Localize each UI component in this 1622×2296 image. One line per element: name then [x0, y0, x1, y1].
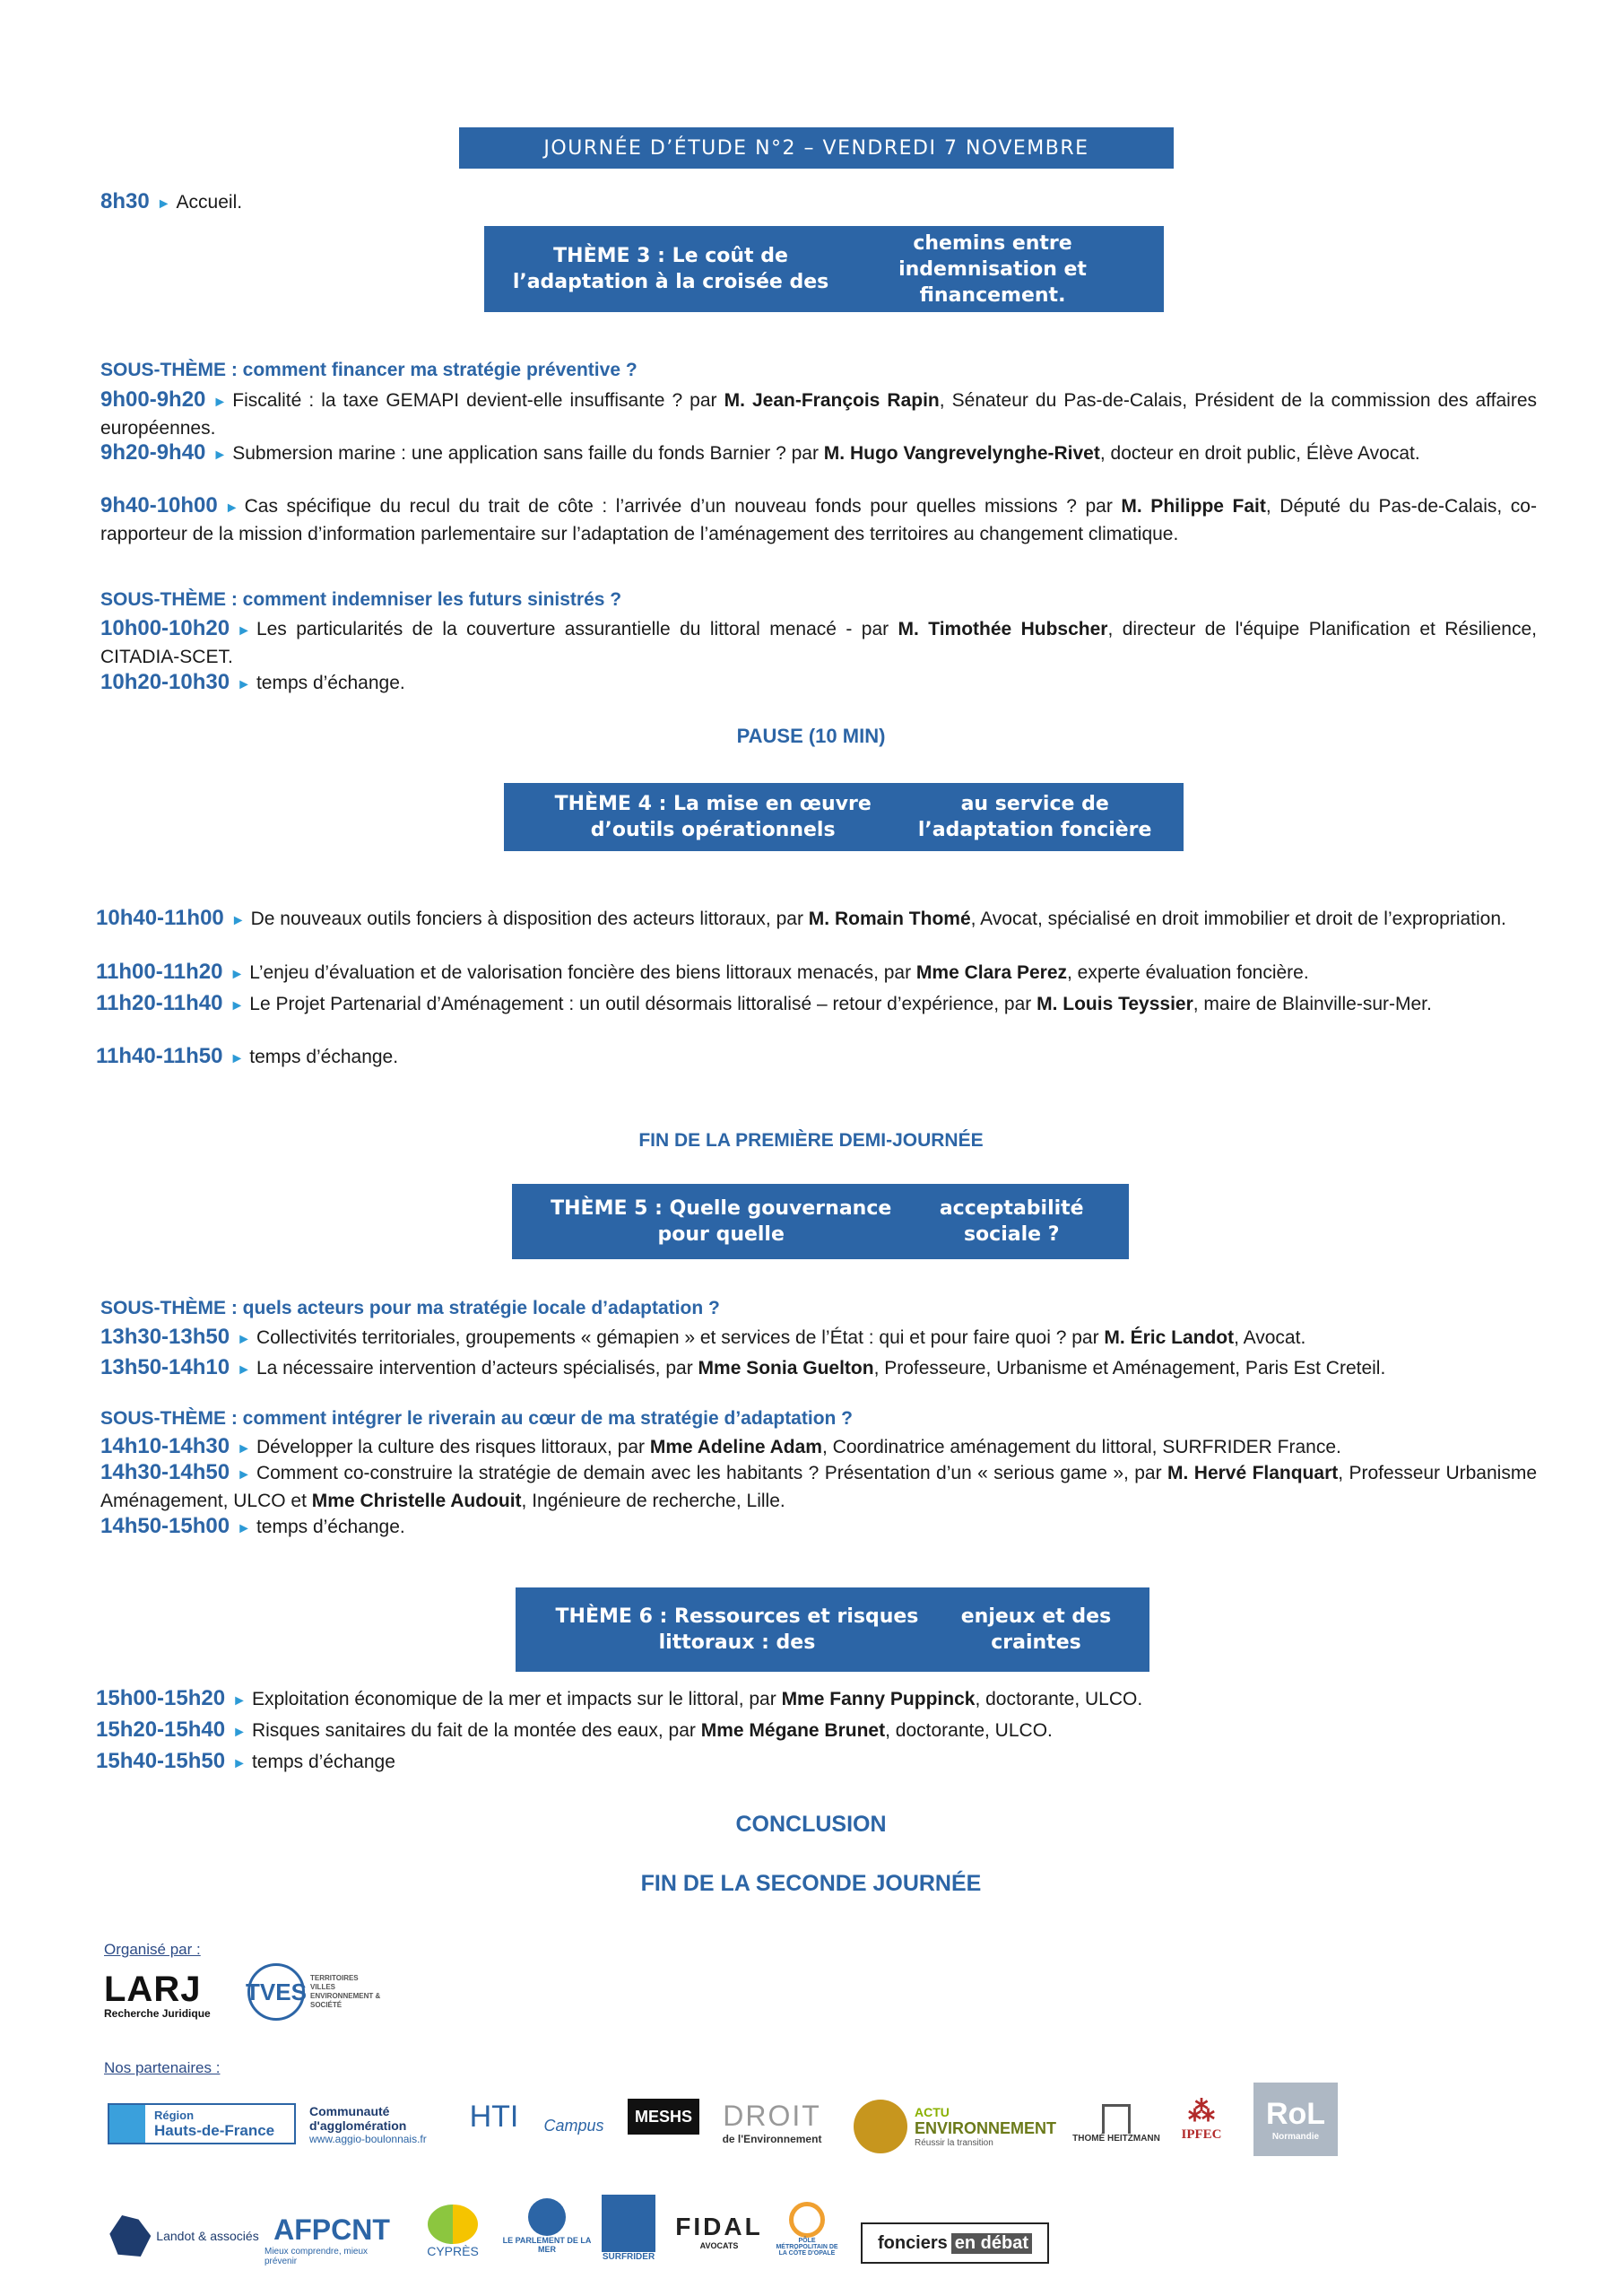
- logo-text: SURFRIDER: [602, 2251, 655, 2262]
- item-text: , docteur en droit public, Élève Avocat.: [1099, 443, 1420, 464]
- logo-text: d'agglomération: [309, 2118, 407, 2133]
- cypres-icon: [428, 2205, 478, 2244]
- arrow-icon: ►: [237, 677, 251, 692]
- pole-hti-logo: HTI: [469, 2099, 519, 2134]
- time-label: 10h00-10h20: [100, 616, 230, 640]
- time-label: 9h40-10h00: [100, 493, 218, 517]
- time-label: 11h00-11h20: [96, 960, 223, 984]
- item-text: Fiscalité : la taxe GEMAPI devient-elle insuffisante ? par: [232, 390, 724, 411]
- campus-mer-logo: Campus: [543, 2116, 604, 2135]
- theme-line: acceptabilité sociale ?: [939, 1197, 1084, 1246]
- meshs-logo: MESHS: [628, 2099, 699, 2135]
- arrow-icon: ►: [232, 1725, 247, 1740]
- tves-logo: [239, 1962, 391, 2022]
- speaker-name: M. Romain Thomé: [808, 909, 971, 929]
- time-label: 15h20-15h40: [96, 1718, 226, 1742]
- item-text: , experte évaluation foncière.: [1067, 962, 1309, 983]
- item-text: La nécessaire intervention d’acteurs spécialisés, par: [256, 1358, 698, 1378]
- thome-heitzmann-logo: [1071, 2095, 1161, 2152]
- item-text: temps d’échange: [251, 1752, 395, 1772]
- sub-theme-4: SOUS-THÈME : comment intégrer le riverain au cœur de ma stratégie d’adaptation ?: [100, 1408, 854, 1429]
- logo-text: Mieux comprendre, mieux prévenir: [265, 2246, 369, 2266]
- landot-logo: [106, 2211, 263, 2261]
- day-banner: JOURNÉE D’ÉTUDE N°2 – VENDREDI 7 NOVEMBRE: [459, 127, 1174, 169]
- logo-text: Hauts-de-France: [154, 2121, 275, 2139]
- program-item: [100, 439, 1537, 468]
- arrow-icon: ►: [232, 1693, 247, 1709]
- time-label: 11h20-11h40: [96, 991, 223, 1015]
- logo-text: Communauté: [309, 2104, 390, 2118]
- item-text: temps d’échange.: [256, 673, 405, 693]
- pause-heading: PAUSE (10 MIN): [736, 725, 886, 747]
- program-item: [100, 1513, 1537, 1542]
- fonciers-en-debat-logo: [861, 2222, 1049, 2264]
- logo-text: DROIT: [723, 2099, 821, 2132]
- logo-text: FIDAL: [675, 2213, 763, 2240]
- arrow-icon: ►: [213, 395, 228, 410]
- speaker-name: M. Louis Teyssier: [1037, 994, 1193, 1014]
- theme-line: THÈME 4 : La mise en œuvre d’outils opérationnels: [554, 793, 872, 841]
- partenaires-label: Nos partenaires :: [104, 2059, 221, 2076]
- time-label: 13h50-14h10: [100, 1355, 230, 1379]
- speaker-name: Mme Christelle Audouit: [311, 1491, 522, 1511]
- surfrider-logo: [599, 2188, 658, 2267]
- arrow-icon: ►: [230, 1051, 245, 1066]
- logo-text: IPFEC: [1181, 2127, 1222, 2142]
- theme-line: au service de l’adaptation foncière: [917, 793, 1152, 841]
- program-item: [100, 1433, 1537, 1462]
- larj-logo: [104, 1969, 221, 2022]
- program-item: [96, 1717, 1537, 1745]
- item-text: , Ingénieure de recherche, Lille.: [521, 1491, 785, 1511]
- theme-line: THÈME 6 : Ressources et risques littoraux : des: [555, 1605, 919, 1654]
- logo-text: ENVIRONNEMENT: [914, 2119, 1056, 2137]
- item-text: , Sénateur du Pas-de-Calais, Président de la commission des affaires européennes.: [100, 390, 1537, 439]
- time-label: 15h00-15h20: [96, 1686, 226, 1710]
- logo-text: AVOCATS: [699, 2241, 739, 2250]
- cypres-logo: [412, 2199, 493, 2264]
- sub-theme-2: SOUS-THÈME : comment indemniser les futurs sinistrés ?: [100, 589, 622, 610]
- speaker-name: Mme Fanny Puppinck: [781, 1689, 976, 1709]
- item-text: L’enjeu d’évaluation et de valorisation foncière des biens littoraux menacés, par: [249, 962, 916, 983]
- program-item: [96, 1043, 1537, 1072]
- item-text: Collectivités territoriales, groupements « gémapien » et services de l’État : qui et pour faire quoi ? par: [256, 1327, 1105, 1348]
- item-text: Submersion marine : une application sans faille du fonds Barnier ? par: [232, 443, 824, 464]
- arrow-icon: ►: [237, 1332, 251, 1347]
- logo-text: Normandie: [1271, 2132, 1320, 2142]
- item-text: Le Projet Partenarial d’Aménagement : un outil désormais littoralisé – retour d’expérience, par: [249, 994, 1037, 1014]
- item-text: Les particularités de la couverture assurantielle du littoral menacé - par: [256, 619, 898, 639]
- speaker-name: M. Timothée Hubscher: [898, 619, 1108, 639]
- logo-text: LARJ: [104, 1970, 202, 2009]
- program-item: [96, 959, 1537, 987]
- ipfec-logo: [1166, 2083, 1237, 2156]
- pole-metropolitain-logo: [776, 2188, 838, 2269]
- speaker-name: Mme Adeline Adam: [649, 1437, 822, 1457]
- logo-text: en débat: [951, 2233, 1032, 2254]
- speaker-name: M. Philippe Fait: [1121, 496, 1266, 517]
- afpcnt-logo: [265, 2188, 399, 2267]
- item-text: De nouveaux outils fonciers à disposition des acteurs littoraux, par: [250, 909, 809, 929]
- logo-text: LE PARLEMENT DE LA MER: [502, 2236, 592, 2254]
- time-label: 11h40-11h50: [96, 1044, 223, 1068]
- item-text: , maire de Blainville-sur-Mer.: [1193, 994, 1432, 1014]
- agglo-boulonnais-logo: [309, 2094, 457, 2155]
- item-text: Cas spécifique du recul du trait de côte : l’arrivée d’un nouveau fonds pour quelles missions ? par: [244, 496, 1122, 517]
- logo-text: RoL: [1265, 2097, 1326, 2131]
- logo-text: TERRITOIRES VILLES ENVIRONNEMENT & SOCIÉTÉ: [310, 1974, 381, 2009]
- item-text: , directeur de l'équipe Planification et Résilience, CITADIA-SCET.: [100, 619, 1537, 667]
- speaker-name: M. Hervé Flanquart: [1167, 1463, 1339, 1483]
- item-text: , doctorante, ULCO.: [975, 1689, 1143, 1709]
- arrow-icon: ►: [237, 1441, 251, 1457]
- logo-text: TVES: [247, 1963, 305, 2021]
- rol-logo: [1253, 2083, 1338, 2156]
- item-text: , Avocat.: [1234, 1327, 1306, 1348]
- accueil-row: [100, 188, 1537, 217]
- actu-environnement-logo: [847, 2095, 1063, 2158]
- theme-line: enjeux et des craintes: [960, 1605, 1112, 1654]
- arrow-icon: ►: [237, 1467, 251, 1483]
- sub-theme-1: SOUS-THÈME : comment financer ma stratégie préventive ?: [100, 360, 638, 380]
- surfrider-icon: [602, 2195, 655, 2252]
- theme-6-banner: [516, 1587, 1149, 1672]
- logo-text: CYPRÈS: [427, 2244, 479, 2258]
- program-item: [100, 1354, 1537, 1383]
- time-label: 9h20-9h40: [100, 440, 206, 465]
- logo-text: PÔLE MÉTROPOLITAIN DE LA CÔTE D'OPALE: [776, 2237, 838, 2257]
- time-label: 13h30-13h50: [100, 1325, 230, 1349]
- logo-text: AFPCNT: [273, 2213, 390, 2246]
- fidal-logo: [674, 2205, 764, 2258]
- building-icon: [1102, 2104, 1131, 2134]
- parlement-mer-logo: [498, 2188, 596, 2264]
- item-text: , Député du Pas-de-Calais, co-rapporteur de la mission d’information parlementaire sur l’adaptation de l’aménagement des territoires au changement climatique.: [100, 496, 1537, 544]
- time-label: 14h10-14h30: [100, 1434, 230, 1458]
- logo-text: ACTU: [914, 2105, 950, 2119]
- arrow-icon: ►: [232, 1756, 247, 1771]
- fin-demi-journee: FIN DE LA PREMIÈRE DEMI-JOURNÉE: [638, 1130, 984, 1151]
- item-text: Exploitation économique de la mer et impacts sur le littoral, par: [251, 1689, 782, 1709]
- logo-text: Landot & associés: [156, 2229, 259, 2243]
- time-label: 14h50-15h00: [100, 1514, 230, 1538]
- logo-text: Réussir la transition: [914, 2138, 993, 2148]
- france-map-icon: [109, 2215, 151, 2257]
- theme-5-banner: [512, 1184, 1129, 1259]
- theme-3-banner: [484, 226, 1164, 312]
- item-text: temps d’échange.: [256, 1517, 405, 1537]
- program-item: [96, 1685, 1537, 1714]
- globe-icon: [854, 2100, 907, 2153]
- arrow-icon: ►: [224, 500, 239, 516]
- logo-text: Région: [154, 2108, 195, 2122]
- speaker-name: Mme Mégane Brunet: [700, 1720, 886, 1741]
- speaker-name: M. Jean-François Rapin: [724, 390, 940, 411]
- pole-icon: [789, 2202, 825, 2238]
- item-text: , doctorante, ULCO.: [885, 1720, 1053, 1741]
- item-text: Développer la culture des risques littoraux, par: [256, 1437, 650, 1457]
- speaker-name: Mme Clara Perez: [915, 962, 1068, 983]
- speaker-name: Mme Sonia Guelton: [698, 1358, 874, 1378]
- program-item: [96, 1748, 1537, 1777]
- arrow-icon: ►: [237, 623, 251, 639]
- arrow-icon: ►: [230, 913, 246, 928]
- arrow-icon: ►: [230, 998, 245, 1013]
- arrow-icon: ►: [156, 196, 171, 212]
- wave-icon: [528, 2198, 566, 2236]
- speaker-name: M. Éric Landot: [1104, 1327, 1235, 1348]
- program-item: [100, 387, 1537, 441]
- program-item: [96, 990, 1537, 1019]
- theme-4-banner: [504, 783, 1184, 851]
- region-hdf-logo: [108, 2103, 296, 2144]
- program-item: [100, 669, 1537, 698]
- sub-theme-3: SOUS-THÈME : quels acteurs pour ma stratégie locale d’adaptation ?: [100, 1298, 720, 1318]
- droit-environnement-logo: [706, 2095, 838, 2149]
- arrow-icon: ►: [237, 1362, 251, 1378]
- time-label: 8h30: [100, 189, 150, 213]
- program-item: [100, 1324, 1537, 1352]
- item-text: Risques sanitaires du fait de la montée des eaux, par: [251, 1720, 701, 1741]
- time-label: 10h40-11h00: [96, 906, 224, 930]
- theme-line: chemins entre indemnisation et financement.: [898, 231, 1087, 307]
- item-text: Comment co-construire la stratégie de demain avec les habitants ? Présentation d’un « serious game », par: [256, 1463, 1168, 1483]
- arrow-icon: ►: [230, 967, 245, 982]
- program-item: [100, 1459, 1537, 1514]
- logo-text: www.aggio-boulonnais.fr: [309, 2133, 427, 2145]
- item-text: , Coordinatrice aménagement du littoral, SURFRIDER France.: [821, 1437, 1341, 1457]
- item-text: Accueil.: [176, 192, 243, 213]
- logo-text: Recherche Juridique: [104, 2007, 211, 2020]
- organise-label: Organisé par :: [104, 1941, 201, 1958]
- program-item: [100, 492, 1537, 547]
- program-item: [100, 615, 1537, 670]
- theme-line: THÈME 3 : Le coût de l’adaptation à la croisée des: [512, 245, 829, 293]
- theme-line: THÈME 5 : Quelle gouvernance pour quelle: [551, 1197, 892, 1246]
- program-item: [96, 905, 1537, 934]
- logo-text: THOMÉ HEITZMANN: [1072, 2134, 1160, 2144]
- logo-text: de l'Environnement: [722, 2132, 822, 2145]
- speaker-name: M. Hugo Vangrevelynghe-Rivet: [823, 443, 1100, 464]
- conclusion-heading: CONCLUSION: [735, 1812, 887, 1837]
- arrow-icon: ►: [237, 1521, 251, 1536]
- fin-seconde-journee: FIN DE LA SECONDE JOURNÉE: [640, 1871, 982, 1896]
- time-label: 10h20-10h30: [100, 670, 230, 694]
- item-text: , Professeur Urbanisme Aménagement, ULCO et: [100, 1463, 1537, 1511]
- time-label: 9h00-9h20: [100, 387, 206, 412]
- item-text: , Avocat, spécialisé en droit immobilier et droit de l’expropriation.: [970, 909, 1506, 929]
- item-text: temps d’échange.: [249, 1047, 399, 1067]
- time-label: 15h40-15h50: [96, 1749, 226, 1773]
- item-text: , Professeure, Urbanisme et Aménagement, Paris Est Creteil.: [873, 1358, 1386, 1378]
- logo-text: fonciers: [877, 2232, 948, 2253]
- dots-icon: ⁂: [1188, 2097, 1215, 2126]
- arrow-icon: ►: [213, 448, 228, 463]
- time-label: 14h30-14h50: [100, 1460, 230, 1484]
